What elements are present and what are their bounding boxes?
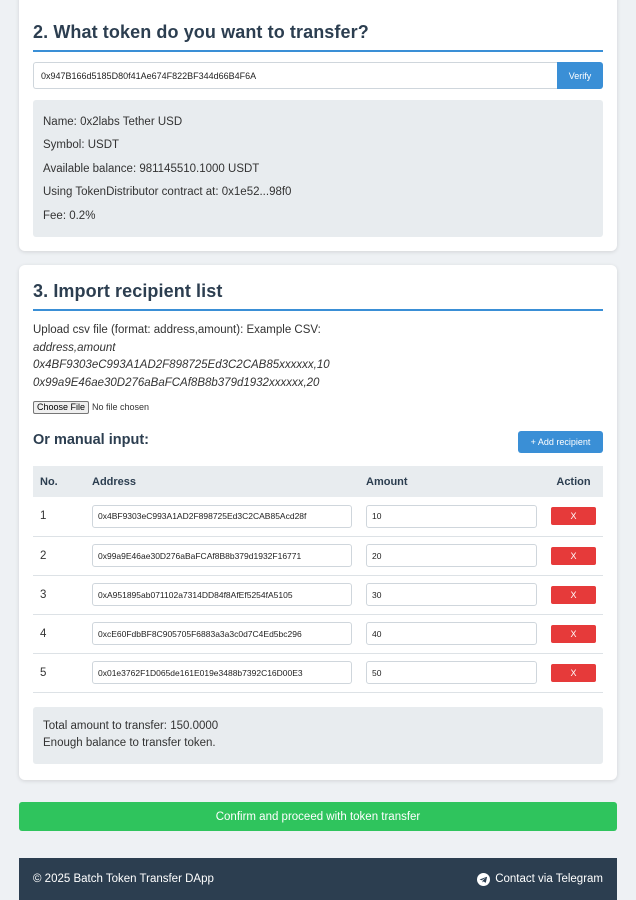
table-row (33, 497, 603, 536)
balance-status: Enough balance to transfer token. (43, 737, 216, 749)
recipient-amount-input[interactable] (366, 661, 537, 684)
add-recipient-button[interactable]: + Add recipient (518, 431, 603, 453)
page-footer (19, 858, 617, 900)
recipient-amount-input[interactable] (366, 505, 537, 528)
file-input (33, 400, 603, 414)
row-number: 3 (40, 588, 47, 601)
token-name: Name: 0x2labs Tether USD (43, 116, 183, 128)
column-header-amount: Amount (366, 475, 408, 488)
transfer-summary (33, 707, 603, 764)
column-header-action: Action (556, 475, 591, 488)
contact-label: Contact via Telegram (495, 873, 603, 885)
example-line: 0x4BF9303eC993A1AD2F898725Ed3C2CAB85xxxxxx,10 (33, 359, 330, 371)
token-info-panel (33, 100, 603, 237)
table-row (33, 653, 603, 692)
recipient-address-input[interactable] (92, 622, 352, 645)
column-header-address: Address (92, 475, 137, 488)
recipient-section-card (19, 265, 617, 780)
token-address-input[interactable] (33, 62, 557, 89)
telegram-icon (477, 873, 490, 886)
no-file-label: No file chosen (92, 402, 150, 412)
example-line: 0x99a9E46ae30D276aBaFCAf8B8b379d1932xxxxxx,20 (33, 376, 320, 389)
recipient-address-input[interactable] (92, 583, 352, 606)
table-header-row (33, 466, 603, 497)
manual-input-header (33, 431, 603, 459)
row-number: 4 (40, 627, 47, 640)
column-header-no: No. (40, 475, 58, 488)
recipient-section-title: 3. Import recipient list (33, 281, 603, 311)
confirm-transfer-button[interactable]: Confirm and proceed with token transfer (19, 802, 617, 831)
recipient-amount-input[interactable] (366, 622, 537, 645)
table-row (33, 614, 603, 653)
remove-recipient-button[interactable]: X (551, 625, 596, 643)
table-row (33, 536, 603, 575)
csv-instructions (33, 322, 603, 392)
row-number: 1 (40, 510, 47, 522)
manual-input-title: Or manual input: (33, 432, 149, 448)
recipient-address-input[interactable] (92, 544, 352, 567)
row-number: 5 (40, 666, 47, 679)
choose-file-button[interactable]: Choose File (33, 401, 89, 414)
token-section-card (19, 0, 617, 251)
example-line: address,amount (33, 341, 116, 354)
remove-recipient-button[interactable]: X (551, 586, 596, 604)
recipient-table (33, 466, 603, 693)
upload-label: Upload csv file (format: address,amount): Example CSV: (33, 324, 321, 336)
total-amount: Total amount to transfer: 150.0000 (43, 719, 219, 732)
remove-recipient-button[interactable]: X (551, 507, 596, 525)
recipient-address-input[interactable] (92, 661, 352, 684)
token-section-title: 2. What token do you want to transfer? (33, 22, 603, 52)
table-row (33, 575, 603, 614)
recipient-amount-input[interactable] (366, 583, 537, 606)
row-number: 2 (40, 549, 47, 562)
remove-recipient-button[interactable]: X (551, 547, 596, 565)
verify-button[interactable]: Verify (557, 62, 603, 89)
distributor-contract: Using TokenDistributor contract at: 0x1e52...98f0 (43, 186, 292, 199)
token-fee: Fee: 0.2% (43, 209, 96, 222)
token-balance: Available balance: 981145510.1000 USDT (43, 162, 260, 175)
remove-recipient-button[interactable]: X (551, 664, 596, 682)
recipient-address-input[interactable] (92, 505, 352, 528)
token-address-row (33, 62, 603, 89)
contact-telegram-link[interactable] (477, 873, 603, 886)
copyright-text: © 2025 Batch Token Transfer DApp (33, 873, 214, 885)
token-symbol: Symbol: USDT (43, 139, 120, 152)
recipient-amount-input[interactable] (366, 544, 537, 567)
